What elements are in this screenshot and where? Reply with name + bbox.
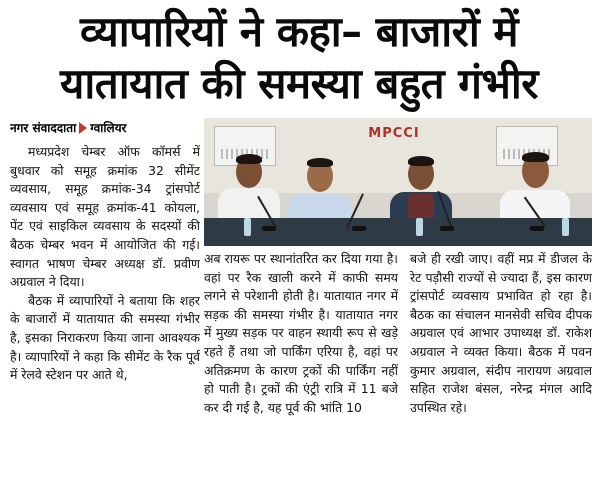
article-paragraph-1: मध्यप्रदेश चेम्बर ऑफ कॉमर्स में बुधवार को समूह क्रमांक 32 सीमेंट व्यवसाय, समूह क्रमांक-34 ट्रांसपोर्ट व्यवसाय एवं समूह क्रमांक-41 कोयला, पेंट एवं साइकिल व्यवसाय के सदस्यों की बैठक चेम्बर भवन में आयोजित की गई। स्वागत भाषण चेम्बर अध्यक्ष डॉ. प्रवीण अग्रवाल ने दिया। — [10, 144, 200, 290]
headline-line-1: व्यापारियों ने कहा– बाजारों में — [80, 7, 518, 56]
article-paragraph-3: अब रायरू पर स्थानांतरित कर दिया गया है। वहां पर रैक खाली करने में काफी समय लगने से परेशानी होती है। यातायात नगर में सड़क की समस्या गंभीर है। यातायात नगर में मुख्य सड़क पर वाहन स्थायी रूप से खड़े रहते हैं तथा जो पार्किंग एरिया है, वहां पर अतिक्रमण के कारण ट्रकों की पार्किंग नहीं हो पाती है। ट्रकों की एंट्री रात्रि में 11 बजे कर दी गई है, यह पूर्व की भांति 10 — [204, 251, 398, 415]
article-column-3 — [410, 250, 592, 488]
byline — [10, 118, 200, 138]
water-bottle-icon — [562, 218, 569, 236]
article-paragraph-2: बैठक में व्यापारियों ने बताया कि शहर के बाजारों में यातायात की समस्या गंभीर है, इसका निराकरण किया जाना आवश्यक है। व्यापारियों ने कहा कि सीमेंट के रैक पूर्व में रेलवे स्टेशन पर आते थे, — [10, 292, 200, 383]
meeting-photo — [204, 118, 592, 246]
meeting-table — [204, 218, 592, 246]
article-paragraph-4: बजे ही रखी जाए। वहीं मप्र में डीजल के रेट पड़ौसी राज्यों से ज्यादा हैं, इस कारण ट्रांसपोर्ट व्यवसाय प्रभावित हो रहा है। बैठक का संचालन मानसेवी सचिव दीपक अग्रवाल एवं आभार उपाध्यक्ष डॉ. राकेश अग्रवाल ने व्यक्त किया। बैठक में पवन कुमार अग्रवाल, संदीप नारायण अग्रवाल सहित राजेश बंसल, नरेन्द्र मंगल आदि उपस्थित रहे। — [410, 251, 592, 415]
byline-reporter: नगर संवाददाता — [10, 121, 77, 135]
banner-text: MPCCI — [368, 126, 420, 141]
headline-line-2: यातायात की समस्या बहुत गंभीर — [60, 59, 538, 108]
water-bottle-icon — [416, 218, 423, 236]
article-column-2 — [204, 250, 398, 488]
byline-marker-icon — [79, 122, 87, 134]
byline-city: ग्वालियर — [90, 121, 127, 135]
article-column-1 — [10, 143, 200, 488]
water-bottle-icon — [244, 218, 251, 236]
